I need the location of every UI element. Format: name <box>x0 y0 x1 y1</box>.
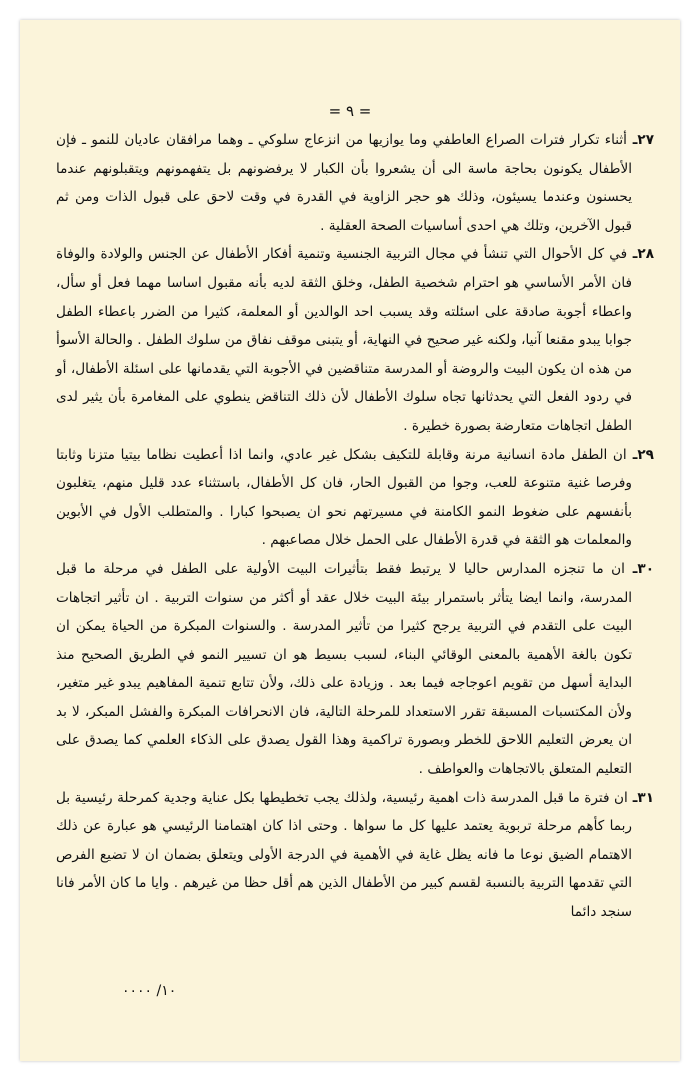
paragraph-number: ٣١ـ <box>627 789 654 806</box>
paragraph-29 <box>56 441 654 555</box>
page-number: = ٩ = <box>328 102 372 120</box>
paragraph-number: ٢٧ـ <box>626 132 654 148</box>
paragraph-number: ٣٠ـ <box>624 560 654 577</box>
paragraph-number: ٢٩ـ <box>626 446 654 463</box>
paragraph-text: ان فترة ما قبل المدرسة ذات اهمية رئيسية، ولذلك يجب تخطيطها بكل عناية وجدية كمرحلة رئيسية بل ربما كأهم مرحلة تربوية يعتمد عليها كل ما سواها . وحتى اذا كان اهتمامنا الرئيسي هو عبارة عن ذلك الاهتمام الضيق نوعا ما فانه يظل غاية في الأهمية في الدرجة الأولى ويتعلق بضمان ان لا تضيع الفرص التي تقدمها التربية بالنسبة لقسم كبير من الأطفال الذين هم أقل حظا من غيرهم . وايا ما كان الأمر فانا سنجد دائما <box>56 789 632 921</box>
document-page <box>20 20 680 1061</box>
paragraph-number: ٢٨ـ <box>627 246 654 263</box>
paragraph-28 <box>56 240 654 440</box>
document-body <box>56 126 654 927</box>
paragraph-text: ان الطفل مادة انسانية مرنة وقابلة للتكيف بشكل غير عادي، وانما اذا أعطيت نظاما بيتيا متزنا وثابتا وفرصا غنية متنوعة للعب، وجوا من القبول الحار، فان كل الأطفال، باستثناء عدد قليل منهم، يتغلبون بأنفسهم على ضغوط النمو الكامنة في مسيرتهم نحو ان يصبحوا كبارا . والمتطلب الأول في الأبوين والمعلمات هو الثقة في قدرة الأطفال على الحمل خلال مصاعبهم . <box>56 446 632 549</box>
footer-page-marker: ١٠/ ٠٠٠٠ <box>122 983 177 999</box>
paragraph-30 <box>56 555 654 784</box>
paragraph-text: ان ما تنجزه المدارس حاليا لا يرتبط فقط بتأثيرات البيت الأولية على الطفل في مرحلة ما قبل المدرسة، وانما ايضا يتأثر باستمرار بيئة البيت خلال عقد أو أكثر من سنوات التربية . ان تأثير اتجاهات البيت على التقدم في التربية يرجح كثيرا من تأثير المدرسة . والسنوات المبكرة من الحياة يمكن ان تكون بالغة الأهمية بالمعنى الوقائي البناء، لسبب بسيط هو ان تسيير النمو في الطريق الصحيح منذ البداية أسهل من تقويم اعوجاجه فيما بعد . وزيادة على ذلك، ولأن تتابع تنمية المفاهيم يبدو غير متغير، ولأن المكتسبات المسبقة تقرر الاستعداد للمرحلة التالية، فان الانحرافات المبكرة والفشل المبكر، لا بد ان يعرض التعليم اللاحق للخطر وبصورة تراكمية وهذا القول يصدق على الذكاء العلمي كما يصدق على التعليم المتعلق بالاتجاهات والعواطف . <box>56 560 632 778</box>
paragraph-text: في كل الأحوال التي تنشأ في مجال التربية الجنسية وتنمية أفكار الأطفال عن الجنس والولادة والوفاة فان الأمر الأساسي هو احترام شخصية الطفل، وخلق الثقة لديه بأنه مقبول اساسا مهما فعل أو سأل، واعطاء أجوبة صادقة على اسئلته وقد يسبب احد الوالدين أو المعلمة، كثيرا من الضرر باعطاء الطفل جوابا يبدو مقنعا آنيا، ولكنه غير صحيح في النهاية، أو يتبنى موقف نفاق من سلوك الطفل . والحالة الأسوأ من هذه ان يكون البيت والروضة أو المدرسة متناقضين في الأجوبة التي يقدمانها على اسئلة الأطفال، أو في ردود الفعل التي يحدثانها تجاه سلوك الأطفال لأن ذلك التناقض ينطوي على المغامرة بأن يثير لدى الطفل اتجاهات متعارضة بصورة خطيرة . <box>56 246 632 434</box>
paragraph-text: أثناء تكرار فترات الصراع العاطفي وما يوازيها من انزعاج سلوكي ـ وهما مرافقان عاديان للنمو ـ فإن الأطفال يكونون بحاجة ماسة الى أن يشعروا بأن الكبار لا يرفضونهم بل يتفهمونهم ويتقبلونهم عندما يحسنون وعندما يسيئون، وذلك هو حجر الزاوية في القدرة في وقت لاحق على قبول الذات ومن ثم قبول الآخرين، وتلك هي احدى أساسيات الصحة العقلية . <box>56 132 632 234</box>
paragraph-27 <box>56 126 654 240</box>
paragraph-31 <box>56 784 654 927</box>
